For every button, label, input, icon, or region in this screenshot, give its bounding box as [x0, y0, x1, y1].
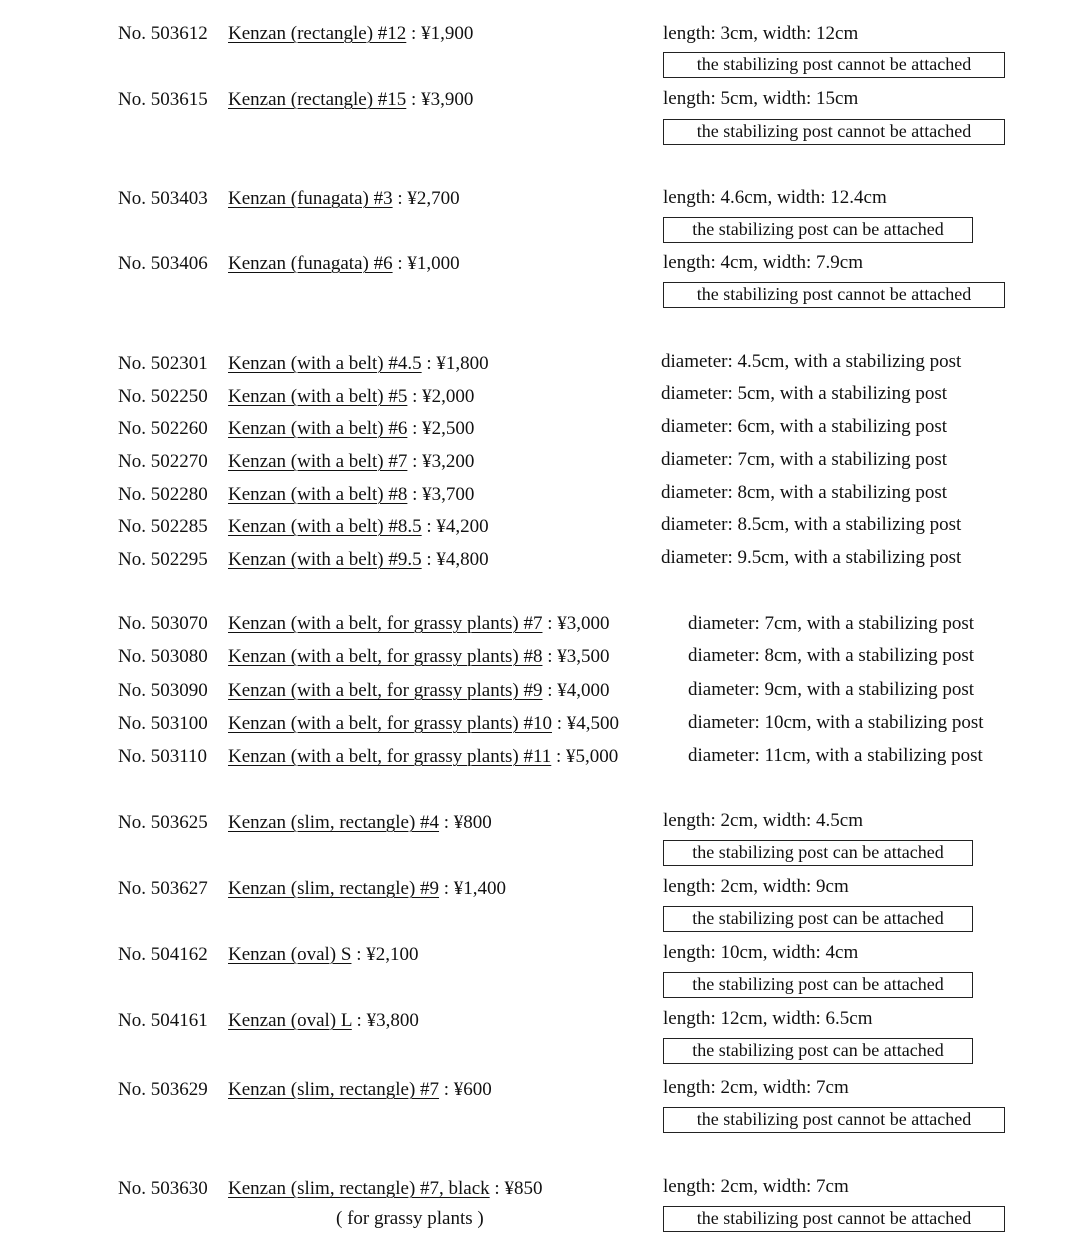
product-name: Kenzan (oval) S — [228, 944, 352, 965]
product-spec: diameter: 6cm, with a stabilizing post — [661, 416, 947, 437]
product-line — [118, 944, 419, 966]
post-note-box: the stabilizing post can be attached — [663, 906, 973, 932]
product-line — [118, 680, 610, 702]
post-note-box: the stabilizing post can be attached — [663, 840, 973, 866]
product-name: Kenzan (with a belt) #6 — [228, 418, 408, 439]
product-spec: diameter: 10cm, with a stabilizing post — [688, 712, 984, 733]
product-line — [118, 1010, 419, 1032]
product-number: No. 504162 — [118, 944, 208, 965]
product-line — [118, 89, 473, 111]
product-line — [118, 516, 489, 538]
product-name: Kenzan (with a belt) #4.5 — [228, 353, 422, 374]
product-name: Kenzan (with a belt) #8 — [228, 484, 408, 505]
product-number: No. 503090 — [118, 680, 208, 701]
product-line — [118, 188, 460, 210]
product-number: No. 502250 — [118, 386, 208, 407]
product-number: No. 502280 — [118, 484, 208, 505]
product-name: Kenzan (slim, rectangle) #9 — [228, 878, 440, 899]
post-note-box: the stabilizing post cannot be attached — [663, 119, 1005, 145]
product-spec: length: 12cm, width: 6.5cm — [663, 1008, 873, 1029]
product-number: No. 502301 — [118, 353, 208, 374]
product-price: : ¥4,500 — [551, 713, 619, 734]
product-spec: diameter: 7cm, with a stabilizing post — [688, 613, 974, 634]
product-spec: length: 3cm, width: 12cm — [663, 23, 859, 44]
product-name: Kenzan (oval) L — [228, 1010, 352, 1031]
product-name: Kenzan (with a belt, for grassy plants) #8 — [228, 646, 543, 667]
product-note: ( for grassy plants ) — [336, 1208, 484, 1229]
product-price: : ¥3,000 — [542, 613, 610, 634]
product-spec: length: 10cm, width: 4cm — [663, 942, 859, 963]
post-note-box: the stabilizing post cannot be attached — [663, 1206, 1005, 1232]
product-price: : ¥2,700 — [392, 188, 460, 209]
product-name: Kenzan (funagata) #3 — [228, 188, 393, 209]
product-spec: diameter: 8cm, with a stabilizing post — [688, 645, 974, 666]
product-number: No. 503615 — [118, 89, 208, 110]
product-line — [118, 713, 619, 735]
product-name: Kenzan (with a belt, for grassy plants) #11 — [228, 746, 552, 767]
product-number: No. 503630 — [118, 1178, 208, 1199]
product-name: Kenzan (slim, rectangle) #7 — [228, 1079, 440, 1100]
product-price: : ¥4,000 — [542, 680, 610, 701]
product-spec: diameter: 9cm, with a stabilizing post — [688, 679, 974, 700]
product-price: : ¥5,000 — [551, 746, 619, 767]
post-note-box: the stabilizing post can be attached — [663, 217, 973, 243]
product-price: : ¥3,500 — [542, 646, 610, 667]
product-name: Kenzan (rectangle) #15 — [228, 89, 407, 110]
product-line — [118, 451, 474, 473]
product-line — [118, 353, 489, 375]
post-note-box: the stabilizing post cannot be attached — [663, 1107, 1005, 1133]
product-line — [118, 646, 610, 668]
product-spec: diameter: 4.5cm, with a stabilizing post — [661, 351, 962, 372]
product-price: : ¥4,800 — [421, 549, 489, 570]
product-name: Kenzan (slim, rectangle) #4 — [228, 812, 440, 833]
product-spec: diameter: 11cm, with a stabilizing post — [688, 745, 983, 766]
product-name: Kenzan (with a belt) #8.5 — [228, 516, 422, 537]
post-note-box: the stabilizing post cannot be attached — [663, 282, 1005, 308]
product-price: : ¥1,000 — [392, 253, 460, 274]
product-number: No. 503627 — [118, 878, 208, 899]
product-spec: length: 2cm, width: 7cm — [663, 1077, 849, 1098]
product-number: No. 503110 — [118, 746, 208, 767]
product-line — [118, 878, 506, 900]
post-note-box: the stabilizing post can be attached — [663, 1038, 973, 1064]
product-line — [118, 746, 618, 768]
product-spec: diameter: 8.5cm, with a stabilizing post — [661, 514, 962, 535]
product-spec: length: 4cm, width: 7.9cm — [663, 252, 864, 273]
product-line — [118, 253, 460, 275]
product-line — [118, 386, 474, 408]
product-number: No. 504161 — [118, 1010, 208, 1031]
product-name: Kenzan (with a belt, for grassy plants) #9 — [228, 680, 543, 701]
product-name: Kenzan (slim, rectangle) #7, black — [228, 1178, 490, 1199]
product-line — [118, 613, 610, 635]
product-spec: length: 2cm, width: 7cm — [663, 1176, 849, 1197]
product-number: No. 503625 — [118, 812, 208, 833]
product-number: No. 502260 — [118, 418, 208, 439]
product-price: : ¥850 — [489, 1178, 543, 1199]
product-spec: length: 2cm, width: 4.5cm — [663, 810, 864, 831]
product-line — [118, 1079, 492, 1101]
product-line — [118, 549, 489, 571]
product-name: Kenzan (with a belt) #7 — [228, 451, 408, 472]
product-name: Kenzan (funagata) #6 — [228, 253, 393, 274]
product-price: : ¥800 — [439, 812, 492, 833]
product-name: Kenzan (rectangle) #12 — [228, 23, 407, 44]
product-price: : ¥3,700 — [407, 484, 475, 505]
product-spec: diameter: 9.5cm, with a stabilizing post — [661, 547, 962, 568]
product-spec: length: 2cm, width: 9cm — [663, 876, 849, 897]
product-spec: length: 5cm, width: 15cm — [663, 88, 859, 109]
product-spec: length: 4.6cm, width: 12.4cm — [663, 187, 887, 208]
product-price: : ¥2,500 — [407, 418, 475, 439]
product-number: No. 502285 — [118, 516, 208, 537]
product-price: : ¥1,800 — [421, 353, 489, 374]
product-price: : ¥3,800 — [351, 1010, 419, 1031]
product-number: No. 503100 — [118, 713, 208, 734]
product-line — [118, 1178, 542, 1200]
product-price: : ¥3,200 — [407, 451, 475, 472]
product-number: No. 503403 — [118, 188, 208, 209]
product-line — [118, 812, 492, 834]
product-price: : ¥2,100 — [351, 944, 419, 965]
post-note-box: the stabilizing post can be attached — [663, 972, 973, 998]
product-number: No. 503080 — [118, 646, 208, 667]
product-name: Kenzan (with a belt) #5 — [228, 386, 408, 407]
product-number: No. 503629 — [118, 1079, 208, 1100]
product-number: No. 502295 — [118, 549, 208, 570]
product-number: No. 502270 — [118, 451, 208, 472]
product-line — [118, 484, 474, 506]
product-number: No. 503612 — [118, 23, 208, 44]
product-line — [118, 23, 473, 45]
product-line — [118, 418, 474, 440]
product-spec: diameter: 8cm, with a stabilizing post — [661, 482, 947, 503]
post-note-box: the stabilizing post cannot be attached — [663, 52, 1005, 78]
product-price: : ¥1,900 — [406, 23, 474, 44]
product-number: No. 503070 — [118, 613, 208, 634]
product-price: : ¥2,000 — [407, 386, 475, 407]
product-price: : ¥4,200 — [421, 516, 489, 537]
product-spec: diameter: 7cm, with a stabilizing post — [661, 449, 947, 470]
product-price: : ¥1,400 — [439, 878, 507, 899]
product-name: Kenzan (with a belt, for grassy plants) #10 — [228, 713, 552, 734]
product-name: Kenzan (with a belt) #9.5 — [228, 549, 422, 570]
product-price: : ¥3,900 — [406, 89, 474, 110]
product-name: Kenzan (with a belt, for grassy plants) #7 — [228, 613, 543, 634]
product-spec: diameter: 5cm, with a stabilizing post — [661, 383, 947, 404]
product-price: : ¥600 — [439, 1079, 492, 1100]
product-number: No. 503406 — [118, 253, 208, 274]
